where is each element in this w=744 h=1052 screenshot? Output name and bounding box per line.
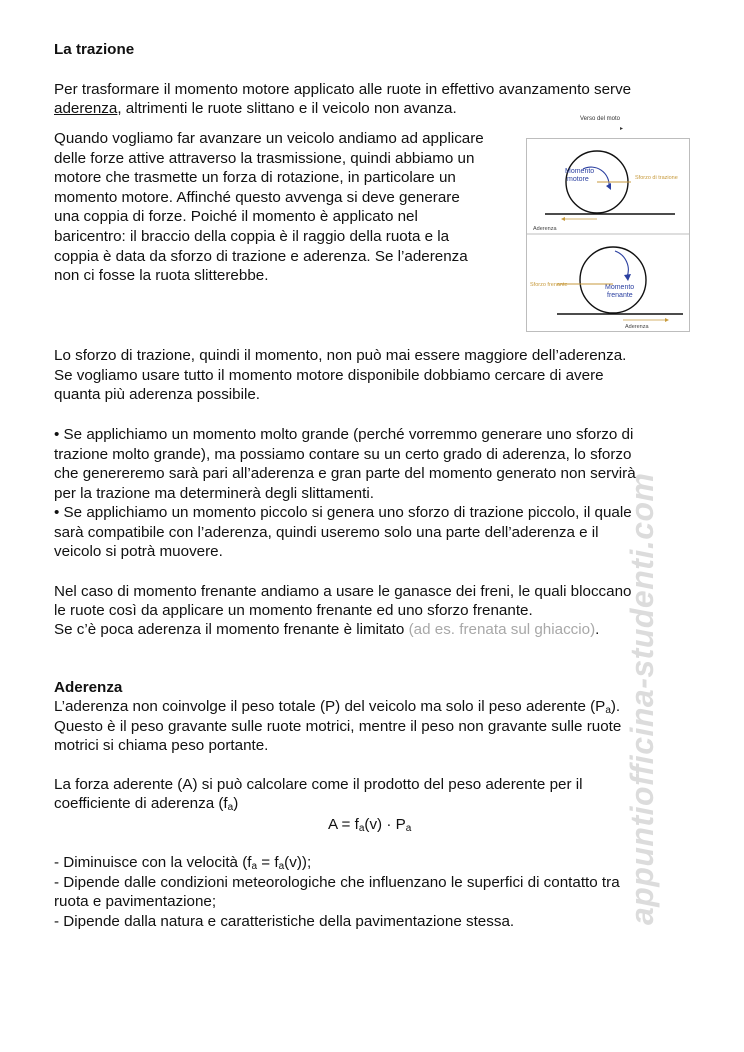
text-line: quanta più aderenza possibile.	[54, 386, 261, 403]
watermark: appuntiofficina-studenti.com	[624, 472, 660, 925]
brake-moment-label-1: Momento	[605, 284, 635, 291]
wheel-diagram	[526, 138, 690, 332]
braking-wheel	[580, 247, 646, 313]
direction-arrow-icon: ▸	[620, 126, 624, 132]
traction-force-label: Sforzo di trazione	[635, 175, 678, 181]
list-item-weather: - Dipende dalle condizioni meteorologiche che influenzano le superfici di contatto tra	[54, 874, 620, 891]
adhesion-formula: $A = f_a(v) \cdot P_a$	[328, 816, 412, 834]
adhesion-line-1: L’aderenza non coinvolge il peso totale (P) del veicolo ma solo il peso aderente $(P_a)$.	[54, 698, 621, 716]
motor-moment-label-1: Momento	[565, 168, 595, 175]
text-line: trazione molto grande), ma possiamo contare su un certo grado di aderenza, lo sforzo	[54, 445, 632, 463]
text-line: Se vogliamo usare tutto il momento motore disponibile dobbiamo cercare di avere	[54, 366, 604, 384]
braking-line-3: Se c’è poca aderenza il momento frenante è limitato (ad es. frenata sul ghiaccio).	[54, 621, 600, 638]
brake-moment-label-2: frenante	[607, 292, 633, 299]
force-line-1: La forza aderente (A) si può calcolare come il prodotto del peso aderente per il	[54, 776, 583, 793]
text-line: baricentro: il braccio della coppia è il raggio della ruota e la	[54, 228, 450, 245]
intro-line-1: Per trasformare il momento motore applicato alle ruote in effettivo avanzamento serve	[54, 81, 632, 98]
text-line: • Se applichiamo un momento piccolo si genera uno sforzo di trazione piccolo, il quale	[54, 504, 632, 521]
brake-force-label: Sforzo frenante	[530, 282, 568, 288]
text-line: sarà compatibile con l’aderenza, quindi useremo solo una parte dell’aderenza e il	[54, 523, 599, 541]
underlined-term: aderenza	[54, 100, 118, 117]
text-line: coppia è data da sforzo di trazione e aderenza. Se l’aderenza	[54, 247, 468, 265]
motor-moment-arrowhead	[606, 183, 611, 190]
adhesion-line-2: Questo è il peso gravante sulle ruote motrici, mentre il peso non gravante sulle ruote	[54, 718, 622, 735]
text-line: per la trazione ma determinerà degli slittamenti.	[54, 484, 374, 502]
brake-moment-arrow	[615, 251, 628, 277]
intro-line-2: aderenza, altrimenti le ruote slittano e il veicolo non avanza.	[54, 100, 457, 117]
braking-line-1: Nel caso di momento frenante andiamo a usare le ganasce dei freni, le quali bloccano	[54, 583, 632, 600]
motor-moment-label-2: motore	[567, 176, 589, 183]
list-item-weather-cont: ruota e pavimentazione;	[54, 893, 217, 910]
wheel-diagram-svg	[527, 139, 689, 331]
text-line: non ci fosse la ruota slitterebbe.	[54, 267, 269, 285]
list-item-velocity: - Diminuisce con la velocità $(f_a = f_a(v))$;	[54, 854, 312, 872]
adhesion-arrowhead-1	[561, 217, 565, 221]
adhesion-label-1: Aderenza	[533, 226, 557, 232]
text-line: motore che trasmette un forza di rotazione, in particolare un	[54, 169, 456, 187]
section-title-aderenza: Aderenza	[54, 679, 123, 696]
braking-line-2: le ruote così da applicare un momento frenante ed uno sforzo frenante.	[54, 602, 533, 619]
text-line: delle forze attive attraverso la trasmissione, quindi abbiamo un	[54, 149, 475, 167]
text-line: momento motore. Affinché questo avvenga si deve generare	[54, 188, 460, 206]
force-line-2: coefficiente di aderenza $(f_a)$	[54, 795, 239, 813]
adhesion-line-3: motrici si chiama peso portante.	[54, 737, 269, 754]
text-line: che genereremo sarà pari all’aderenza e gran parte del momento generato non servirà	[54, 465, 636, 482]
adhesion-label-2: Aderenza	[625, 324, 649, 330]
adhesion-arrowhead-2	[665, 318, 669, 322]
text-line: Lo sforzo di trazione, quindi il momento, non può mai essere maggiore dell’aderenza.	[54, 347, 627, 364]
text-line: una coppia di forze. Poiché il momento è applicato nel	[54, 208, 418, 226]
brake-moment-arrowhead	[624, 274, 631, 281]
text-line: • Se applichiamo un momento molto grande (perché vorremmo generare uno sforzo di	[54, 426, 634, 443]
list-item-pavement: - Dipende dalla natura e caratteristiche della pavimentazione stessa.	[54, 913, 515, 930]
direction-label: Verso del moto	[580, 116, 621, 122]
ice-example: (ad es. frenata sul ghiaccio)	[408, 621, 596, 638]
text-line: veicolo si potrà muovere.	[54, 543, 223, 560]
text-line: Quando vogliamo far avanzare un veicolo andiamo ad applicare	[54, 130, 484, 147]
page-title: La trazione	[54, 41, 135, 58]
